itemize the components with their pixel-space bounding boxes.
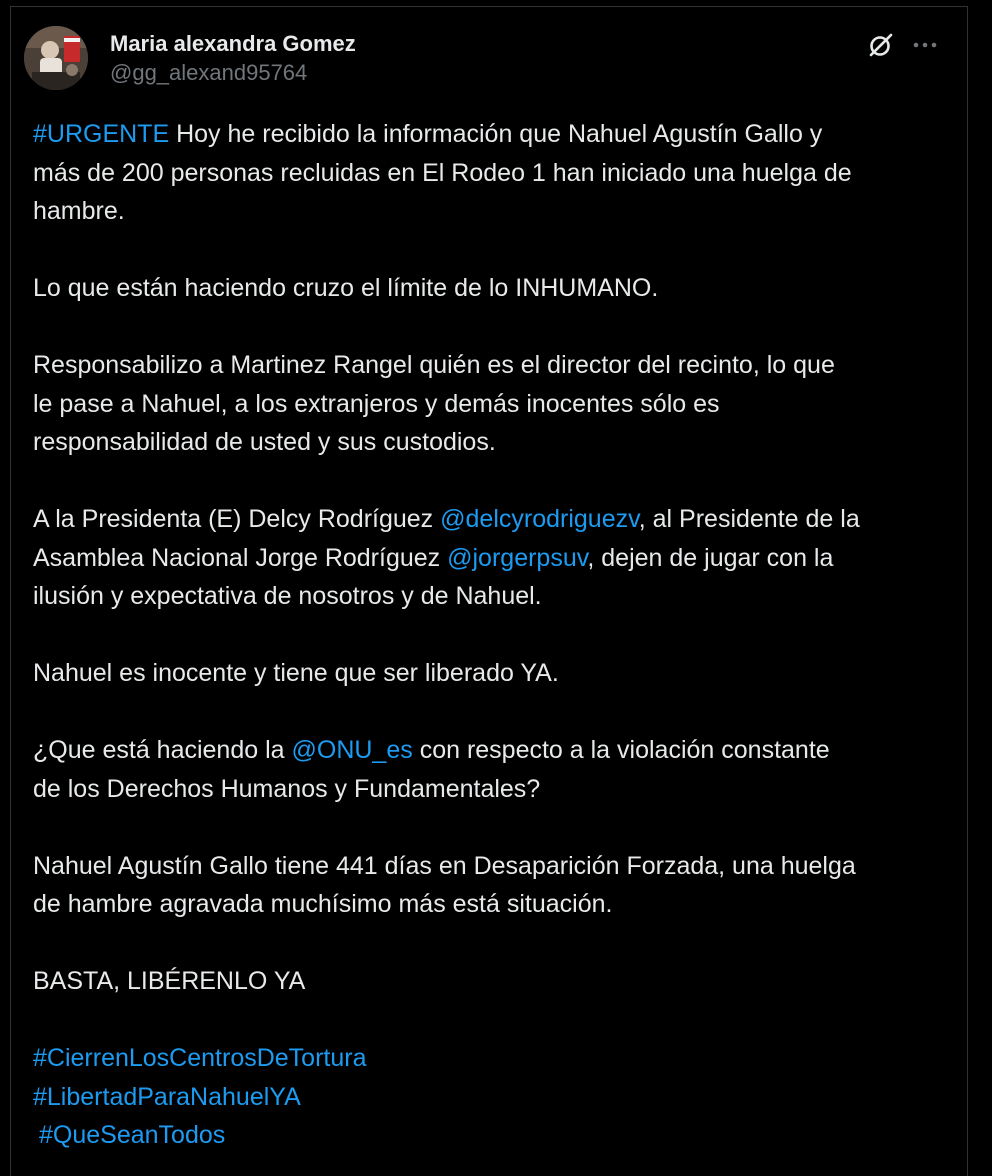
paragraph-gap: [33, 693, 953, 732]
hashtag-que-sean-todos[interactable]: #QueSeanTodos: [39, 1121, 226, 1149]
text-segment: ¿Que está haciendo la: [33, 736, 292, 764]
text-segment: Asamblea Nacional Jorge Rodríguez: [33, 543, 448, 572]
tweet-line: Nahuel Agustín Gallo tiene 441 días en Desaparición Forzada, una huelga: [33, 851, 856, 880]
author-avatar[interactable]: [24, 26, 88, 90]
hashtag-cierren-los-centros[interactable]: #CierrenLosCentrosDeTortura: [33, 1044, 367, 1072]
text-segment: con respecto a la violación constante: [412, 736, 830, 764]
tweet-line: Lo que están haciendo cruzo el límite de lo INHUMANO.: [33, 274, 659, 302]
paragraph-gap: [33, 924, 953, 963]
tweet-line: hambre.: [33, 197, 125, 225]
tweet-line: [33, 115, 953, 154]
mention-jorgerpsuv[interactable]: @jorgerpsuv: [447, 543, 588, 572]
tweet-line: BASTA, LIBÉRENLO YA: [33, 967, 306, 995]
tweet-line: más de 200 personas recluidas en El Rodeo 1 han iniciado una huelga de: [33, 158, 852, 187]
mention-onu-es[interactable]: @ONU_es: [291, 736, 413, 764]
tweet-line: ilusión y expectativa de nosotros y de Nahuel.: [33, 582, 542, 610]
tweet-line: de hambre agravada muchísimo más está situación.: [33, 890, 613, 918]
tweet-line: [33, 500, 953, 539]
tweet-line: Responsabilizo a Martinez Rangel quién es el director del recinto, lo que: [33, 351, 835, 379]
tweet-line: [33, 731, 953, 770]
grok-button[interactable]: [866, 30, 896, 60]
paragraph-gap: [33, 1001, 953, 1040]
more-icon: [913, 41, 937, 49]
tweet-header: [24, 22, 954, 92]
text-segment: , dejen de jugar con la: [587, 543, 834, 572]
grok-icon: [868, 32, 894, 58]
tweet-line: le pase a Nahuel, a los extranjeros y demás inocentes sólo es: [33, 389, 720, 418]
paragraph-gap: [33, 308, 953, 347]
hashtag-libertad-para-nahuel[interactable]: #LibertadParaNahuelYA: [33, 1082, 301, 1111]
paragraph-gap: [33, 808, 953, 847]
paragraph-gap: [33, 616, 953, 655]
more-button[interactable]: [908, 30, 942, 60]
tweet-line: Nahuel es inocente y tiene que ser liberado YA.: [33, 659, 559, 687]
text-segment: , al Presidente de la: [638, 505, 860, 533]
author-display-name[interactable]: Maria alexandra Gomez: [110, 31, 356, 56]
mention-delcyrodriguezv[interactable]: @delcyrodriguezv: [440, 505, 639, 533]
text-segment: Hoy he recibido la información que Nahuel Agustín Gallo y: [169, 120, 823, 148]
tweet-text: [33, 115, 953, 1155]
text-segment: A la Presidenta (E) Delcy Rodríguez: [33, 505, 441, 533]
avatar-image: [24, 26, 88, 90]
paragraph-gap: [33, 231, 953, 270]
hashtag-urgente[interactable]: #URGENTE: [33, 120, 170, 148]
tweet-line: [33, 539, 953, 578]
author-names: [110, 30, 356, 88]
tweet-line: de los Derechos Humanos y Fundamentales?: [33, 774, 541, 803]
paragraph-gap: [33, 462, 953, 501]
tweet-line: responsabilidad de usted y sus custodios.: [33, 428, 496, 456]
author-handle[interactable]: @gg_alexand95764: [110, 60, 308, 85]
